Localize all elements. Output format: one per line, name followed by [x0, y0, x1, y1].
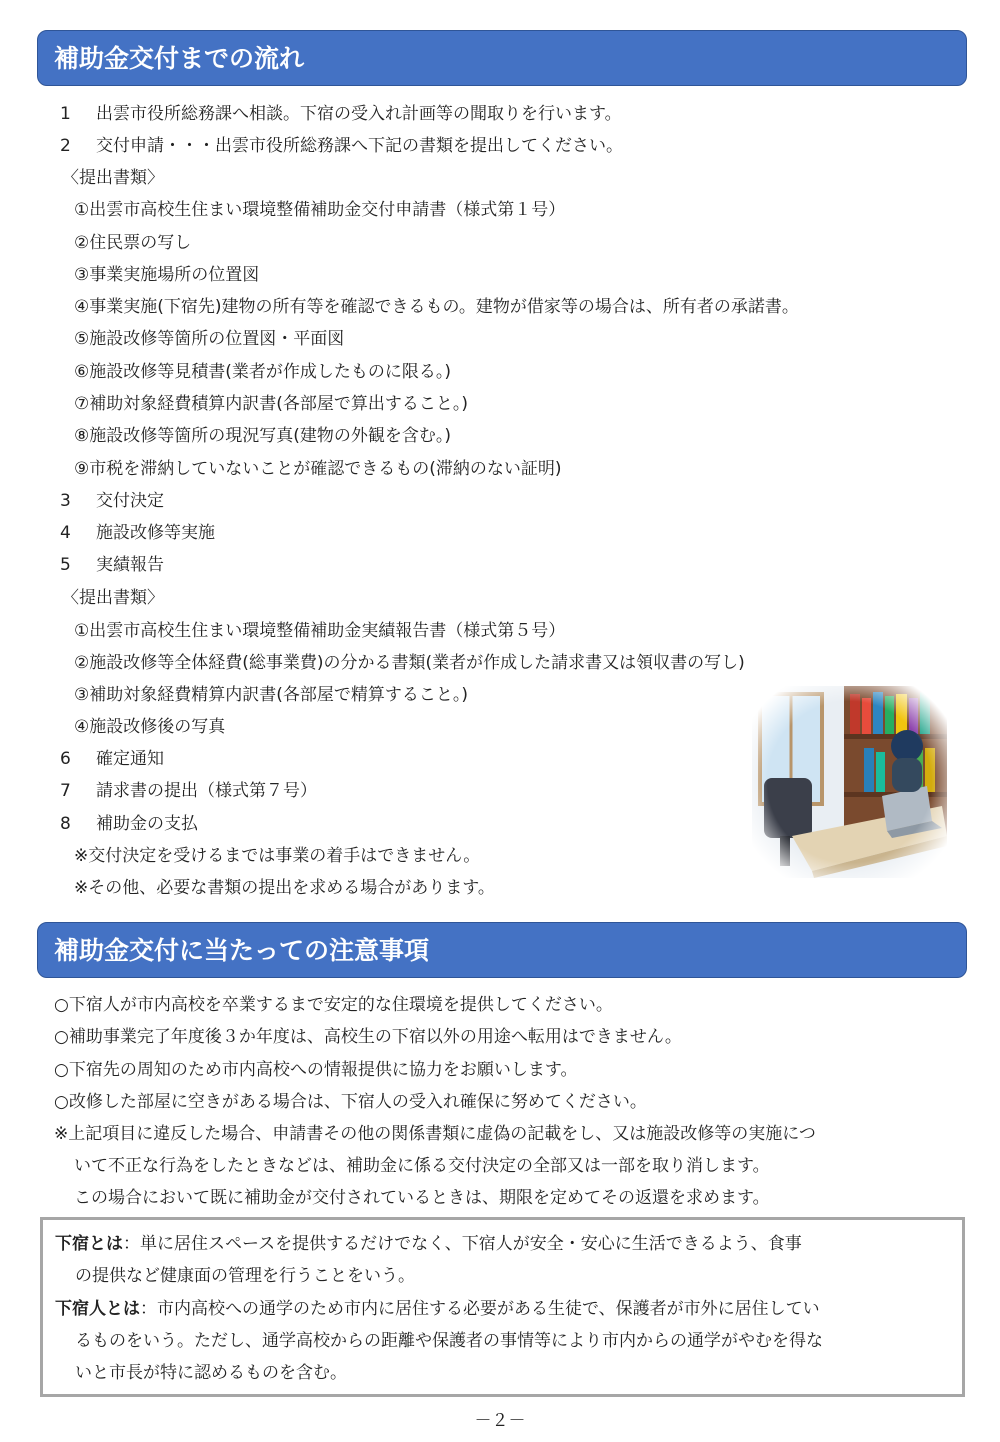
note-item: ○下宿先の周知のため市内高校への情報提供に協力をお願いします。 [54, 1060, 578, 1080]
doc-item: ③事業実施場所の位置図 [74, 265, 260, 285]
doc-item: ⑨市税を滞納していないことが確認できるもの(滞納のない証明) [74, 459, 562, 479]
step-item: 2 交付申請・・・出雲市役所総務課へ下記の書類を提出してください。 [60, 136, 623, 156]
note-item: この場合において既に補助金が交付されているときは、期限を定めてその返還を求めます。 [74, 1188, 770, 1208]
step-item: 8 補助金の支払 [60, 814, 198, 834]
page-number: －２－ [474, 1411, 526, 1431]
step-item: 1 出雲市役所総務課へ相談。下宿の受入れ計画等の聞取りを行います。 [60, 104, 622, 124]
doc-item: ⑤施設改修等箇所の位置図・平面図 [74, 329, 345, 349]
doc-item: ③補助対象経費精算内訳書(各部屋で精算すること。) [74, 685, 469, 705]
doc-item: ①出雲市高校生住まい環境整備補助金交付申請書（様式第１号） [74, 200, 566, 220]
remark-text: ※交付決定を受けるまでは事業の着手はできません。 [74, 846, 481, 866]
docs-heading: 〈提出書類〉 [62, 168, 164, 188]
doc-item: ⑥施設改修等見積書(業者が作成したものに限る。) [74, 362, 452, 382]
step-item: 7 請求書の提出（様式第７号） [60, 781, 317, 801]
section-heading-notes: 補助金交付に当たっての注意事項 [37, 922, 967, 978]
doc-item: ⑧施設改修等箇所の現況写真(建物の外観を含む。) [74, 426, 452, 446]
step-item: 4 施設改修等実施 [60, 523, 215, 543]
doc-item: ⑦補助対象経費積算内訳書(各部屋で算出すること。) [74, 394, 469, 414]
definitions-box [40, 1217, 965, 1397]
definition-geshukunin-cont: るものをいう。ただし、通学高校からの距離や保護者の事情等により市内からの通学がやむを得な [75, 1331, 823, 1351]
doc-item: ②施設改修等全体経費(総事業費)の分かる書類(業者が作成した請求書又は領収書の写し) [74, 653, 745, 673]
definition-geshuku-cont: の提供など健康面の管理を行うことをいう。 [75, 1266, 415, 1286]
note-item: いて不正な行為をしたときなどは、補助金に係る交付決定の全部又は一部を取り消します。 [74, 1156, 770, 1176]
note-item: ○下宿人が市内高校を卒業するまで安定的な住環境を提供してください。 [54, 995, 613, 1015]
section-heading-flow: 補助金交付までの流れ [37, 30, 967, 86]
step-item: 3 交付決定 [60, 491, 164, 511]
definition-geshukunin: 下宿人とは：市内高校への通学のため市内に居住する必要がある生徒で、保護者が市外に居住してい [55, 1299, 820, 1319]
step-item: 5 実績報告 [60, 555, 164, 575]
study-room-illustration [752, 686, 947, 878]
doc-item: ④施設改修後の写真 [74, 717, 226, 737]
definition-geshukunin-cont: いと市長が特に認めるものを含む。 [75, 1363, 347, 1383]
doc-item: ④事業実施(下宿先)建物の所有等を確認できるもの。建物が借家等の場合は、所有者の承諾書。 [74, 297, 799, 317]
remark-text: ※その他、必要な書類の提出を求める場合があります。 [74, 878, 495, 898]
note-item: ※上記項目に違反した場合、申請書その他の関係書類に虚偽の記載をし、又は施設改修等の実施につ [54, 1124, 816, 1144]
note-item: ○補助事業完了年度後３か年度は、高校生の下宿以外の用途へ転用はできません。 [54, 1027, 682, 1047]
step-item: 6 確定通知 [60, 749, 164, 769]
note-item: ○改修した部屋に空きがある場合は、下宿人の受入れ確保に努めてください。 [54, 1092, 647, 1112]
docs-heading: 〈提出書類〉 [62, 588, 164, 608]
definition-geshuku: 下宿とは：単に居住スペースを提供するだけでなく、下宿人が安全・安心に生活できるよう、食事 [55, 1234, 802, 1254]
doc-item: ②住民票の写し [74, 233, 192, 253]
doc-item: ①出雲市高校生住まい環境整備補助金実績報告書（様式第５号） [74, 621, 566, 641]
